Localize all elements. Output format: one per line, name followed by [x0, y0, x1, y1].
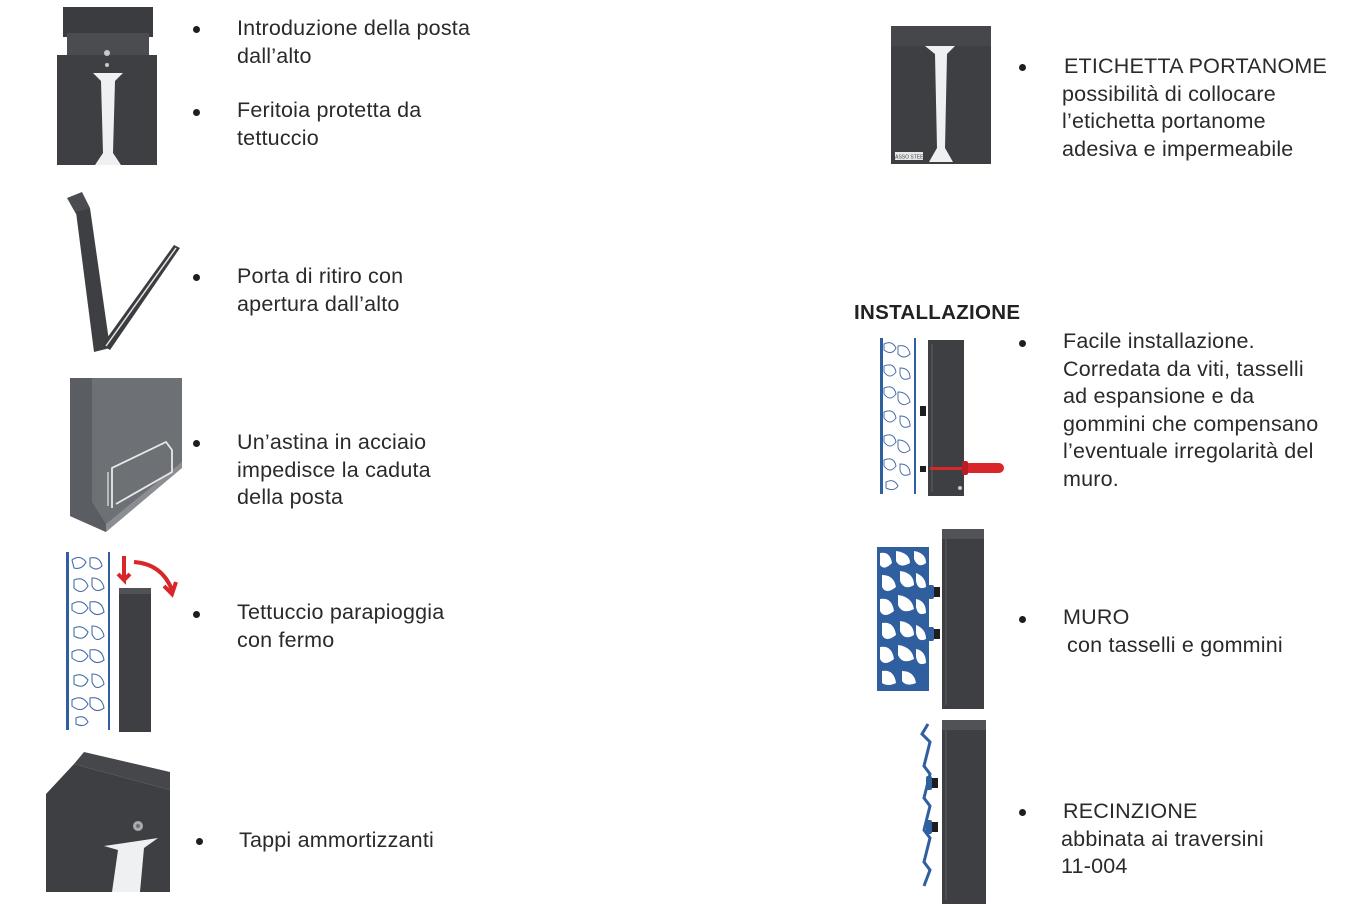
feature-text-collection-door: Porta di ritiro con apertura dall’alto — [237, 264, 404, 316]
mailbox-shock-absorber-detail-icon — [46, 750, 170, 892]
bullet — [1019, 64, 1026, 71]
name-tag-text: MASSO STEED — [890, 154, 928, 161]
feature-text-protected-slot: Feritoia protetta da tettuccio — [237, 98, 422, 150]
bullet — [193, 109, 200, 116]
fence-mounting-icon — [918, 718, 990, 906]
mailbox-front-open-roof-icon — [55, 5, 160, 167]
feature-text-fence: RECINZIONE abbinata ai traversini 11-004 — [1061, 799, 1264, 878]
mailbox-side-open-door-icon — [62, 190, 184, 355]
feature-text-shock-absorbers: Tappi ammortizzanti — [239, 828, 434, 852]
feature-text-top-insertion: Introduzione della posta dall’alto — [237, 16, 471, 68]
feature-text-name-label: ETICHETTA PORTANOME possibilità di collocare l’etichetta portanome adesiva e impermeabile — [1062, 54, 1328, 161]
bullet — [1019, 809, 1026, 816]
installation-screwdriver-icon — [878, 336, 1006, 498]
bullet — [193, 611, 200, 618]
mailbox-interior-rod-icon — [68, 376, 186, 534]
bullet — [1019, 616, 1026, 623]
bullet — [1019, 340, 1026, 347]
feature-text-wall: MURO con tasselli e gommini — [1063, 605, 1283, 657]
mailbox-rain-roof-wall-icon — [64, 550, 182, 734]
feature-text-rain-roof: Tettuccio parapioggia con fermo — [237, 600, 445, 652]
feature-text-installation: Facile installazione. Corredata da viti, tasselli ad espansione e da gommini che compensano l’eventuale irregolarità del muro. — [1063, 329, 1319, 491]
bullet — [196, 838, 203, 845]
bullet — [193, 274, 200, 281]
mailbox-name-label-icon — [889, 24, 993, 166]
section-heading-installation: INSTALLAZIONE — [854, 301, 1021, 324]
bullet — [193, 440, 200, 447]
bullet — [193, 26, 200, 33]
feature-text-steel-rod: Un’astina in acciaio impedisce la caduta della posta — [237, 430, 431, 509]
wall-mounting-icon — [876, 527, 988, 711]
